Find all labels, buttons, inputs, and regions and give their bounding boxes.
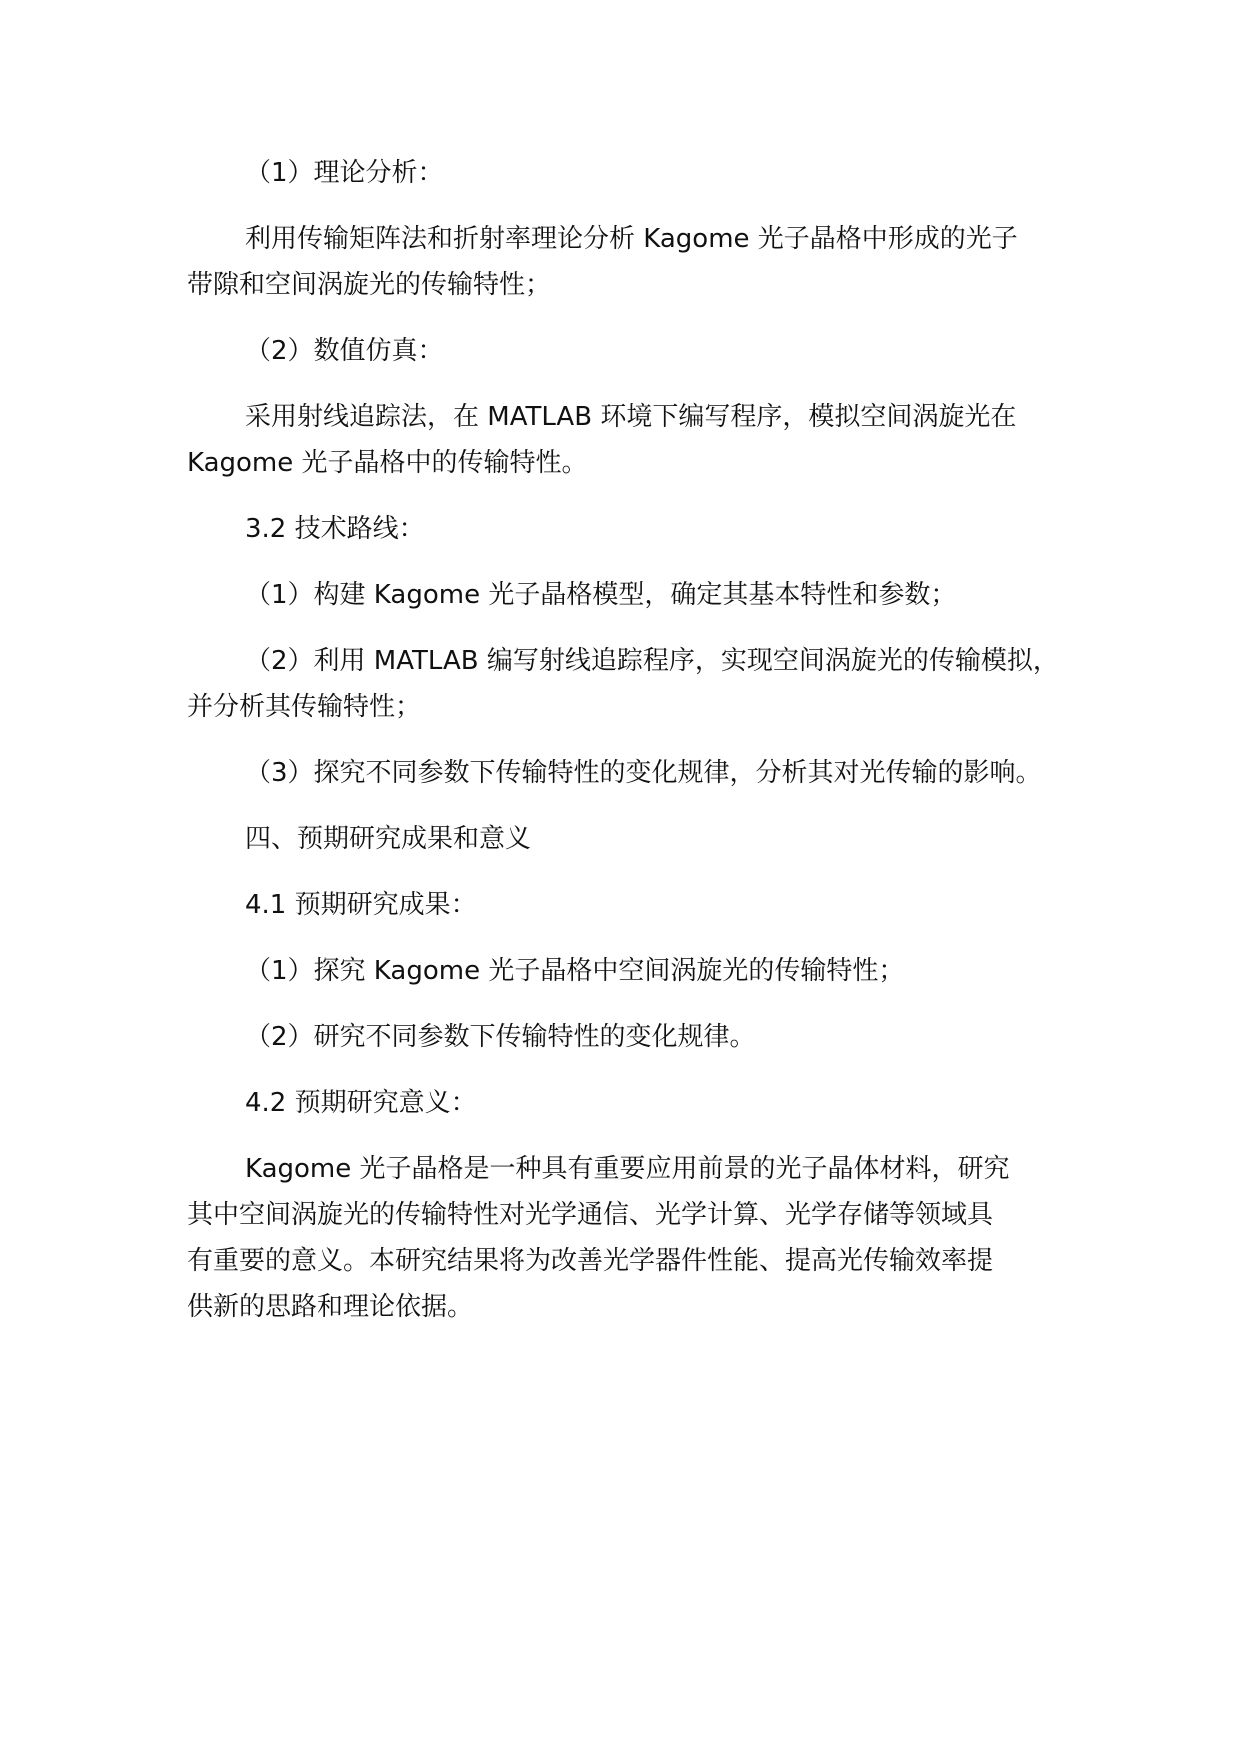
text-line: 4.1 预期研究成果： — [245, 890, 477, 920]
text-line: 有重要的意义。本研究结果将为改善光学器件性能、提高光传输效率提 — [187, 1246, 994, 1276]
text-line: （1）探究 Kagome 光子晶格中空间涡旋光的传输特性； — [245, 956, 905, 986]
theory-analysis-body — [187, 216, 1087, 308]
text-line: 利用传输矩阵法和折射率理论分析 Kagome 光子晶格中形成的光子 — [245, 224, 1018, 254]
text-line: Kagome 光子晶格中的传输特性。 — [187, 448, 588, 478]
text-line: 其中空间涡旋光的传输特性对光学通信、光学计算、光学存储等领域具 — [187, 1200, 994, 1230]
section-3-2-heading — [187, 506, 1087, 552]
result-item-1 — [187, 948, 1087, 994]
text-line: （1）理论分析： — [245, 158, 444, 188]
significance-body — [187, 1146, 1087, 1330]
section-4-2-heading — [187, 1080, 1087, 1126]
text-line: 4.2 预期研究意义： — [245, 1088, 477, 1118]
text-line: （2）数值仿真： — [245, 336, 444, 366]
section-4-1-heading — [187, 882, 1087, 928]
route-step-2 — [187, 638, 1087, 730]
text-line: 四、预期研究成果和意义 — [245, 824, 532, 854]
route-step-1 — [187, 572, 1087, 618]
section-4-heading — [187, 816, 1087, 862]
text-line: 供新的思路和理论依据。 — [187, 1292, 474, 1322]
text-line: 并分析其传输特性； — [187, 692, 422, 722]
result-item-2 — [187, 1014, 1087, 1060]
text-line: Kagome 光子晶格是一种具有重要应用前景的光子晶体材料，研究 — [245, 1154, 1010, 1184]
text-line: （2）研究不同参数下传输特性的变化规律。 — [245, 1022, 756, 1052]
text-line: 采用射线追踪法，在 MATLAB 环境下编写程序，模拟空间涡旋光在 — [245, 402, 1017, 432]
text-line: （3）探究不同参数下传输特性的变化规律，分析其对光传输的影响。 — [245, 758, 1042, 788]
route-step-3 — [187, 750, 1087, 796]
text-line: 3.2 技术路线： — [245, 514, 425, 544]
document-body — [187, 150, 1087, 1330]
numerical-simulation-heading — [187, 328, 1087, 374]
text-line: 带隙和空间涡旋光的传输特性； — [187, 270, 552, 300]
text-line: （2）利用 MATLAB 编写射线追踪程序，实现空间涡旋光的传输模拟， — [245, 646, 1059, 676]
theory-analysis-heading — [187, 150, 1087, 196]
numerical-simulation-body — [187, 394, 1087, 486]
text-line: （1）构建 Kagome 光子晶格模型，确定其基本特性和参数； — [245, 580, 957, 610]
